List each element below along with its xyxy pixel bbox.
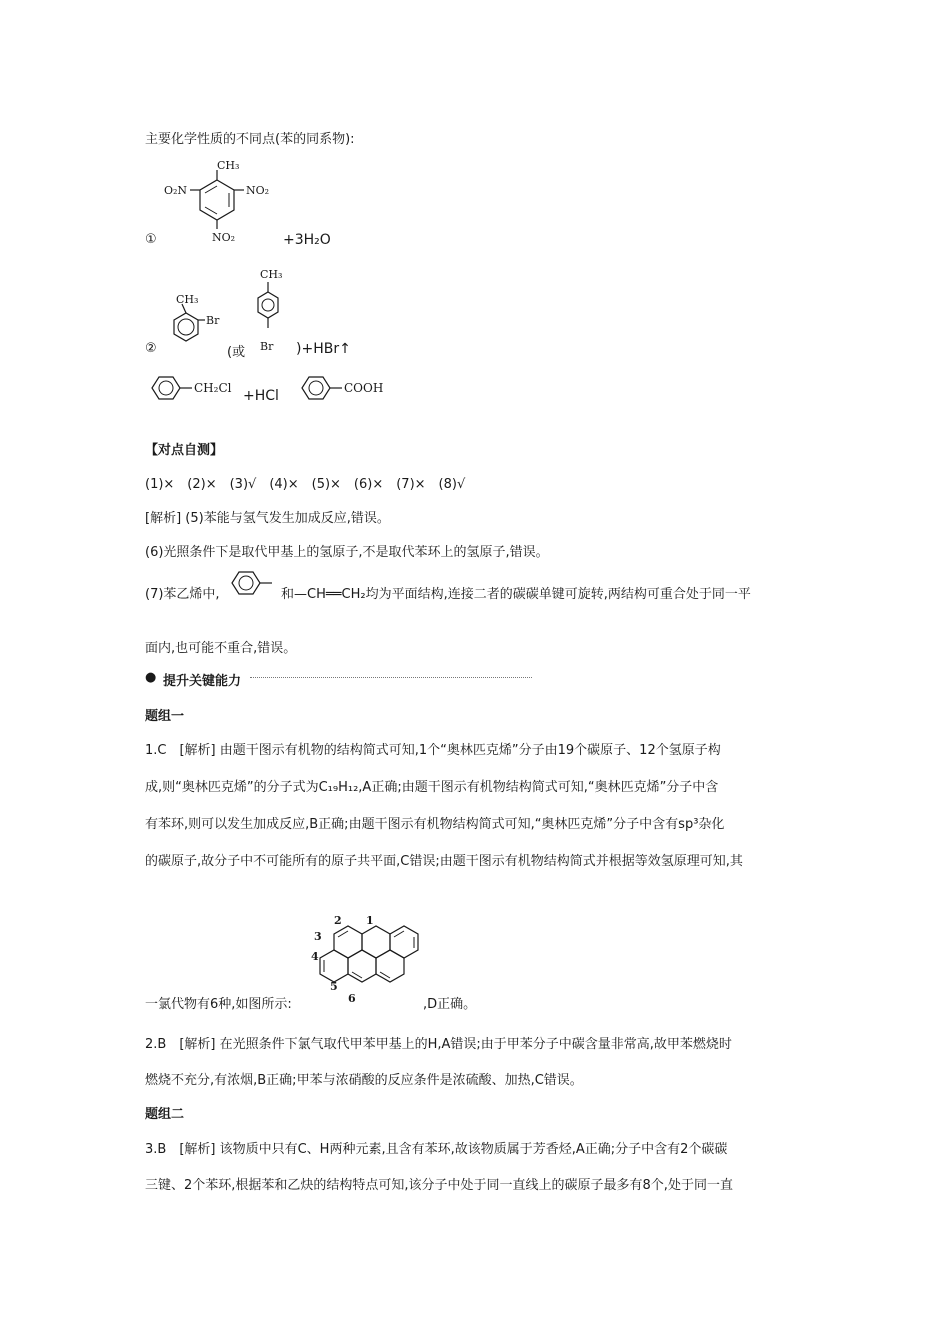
para-ch3-label: CH₃ [260,268,283,281]
position-label-5: 5 [330,980,338,993]
q2-line-1: 2.B [解析] 在光照条件下氯气取代甲苯甲基上的H,A错误;由于甲苯分子中碳含量非常高,故甲苯燃烧时 [145,1037,732,1052]
section-bullet: ● [145,670,157,685]
position-label-3: 3 [314,930,322,943]
q3-line-2: 三键、2个苯环,根据苯和乙炔的结构特点可知,该分子中处于同一直线上的碳原子最多有8个,处于同一直 [145,1178,733,1193]
q1-line-4: 的碳原子,故分子中不可能所有的原子共平面,C错误;由题干图示有机物结构简式并根据等效氢原理可知,其 [145,854,743,869]
q1-line-5-suffix: ,D正确。 [423,997,477,1012]
position-label-4: 4 [311,950,319,963]
para-bromotoluene-structure [248,262,293,357]
intro-text: 主要化学性质的不同点(苯的同系物): [145,132,355,147]
q2-line-2: 燃烧不充分,有浓烟,B正确;甲苯与浓硝酸的反应条件是浓硫酸、加热,C错误。 [145,1073,583,1088]
tnt-no2-left-label: O₂N [164,184,188,197]
selftest-analysis-7-cont: 面内,也可能不重合,错误。 [145,641,297,656]
ch2cl-label: CH₂Cl [194,381,232,395]
ortho-bromotoluene-structure [158,290,228,360]
tnt-ch3-label: CH₃ [217,159,240,172]
benzoic-acid-structure [296,370,396,406]
benzyl-chloride-structure [146,370,246,406]
selftest-analysis-5: [解析] (5)苯能与氢气发生加成反应,错误。 [145,511,390,526]
para-br-label: Br [260,340,274,353]
q1-line-3: 有苯环,则可以发生加成反应,B正确;由题干图示有机物结构简式可知,“奥林匹克烯”分子中含有sp³杂化 [145,817,725,832]
ortho-br-label: Br [206,314,220,327]
cooh-label: COOH [344,381,384,395]
ortho-ch3-label: CH₃ [176,293,199,306]
section-title: 提升关键能力 [163,674,242,689]
reaction-3-hcl: +HCl [243,388,279,404]
group-1-title: 题组一 [145,709,185,724]
position-label-1: 1 [366,914,374,927]
reaction-1-water: +3H₂O [283,232,331,248]
group-2-title: 题组二 [145,1107,185,1122]
tnt-structure [160,155,280,250]
reaction-2-hbr: )+HBr↑ [296,341,351,357]
tnt-no2-bottom-label: NO₂ [212,231,236,244]
selftest-heading: 【对点自测】 [145,443,224,458]
selftest-analysis-6: (6)光照条件下是取代甲基上的氢原子,不是取代苯环上的氢原子,错误。 [145,545,549,560]
tnt-no2-right-label: NO₂ [246,184,270,197]
position-label-6: 6 [348,992,356,1004]
q3-line-1: 3.B [解析] 该物质中只有C、H两种元素,且含有苯环,故该物质属于芳香烃,A正确;分子中含有2个碳碳 [145,1142,728,1157]
selftest-analysis-7-mid: 和—CH══CH₂均为平面结构,连接二者的碳碳单键可旋转,两结构可重合处于同一平 [281,587,751,602]
olympicene-structure [308,912,424,1004]
q1-line-5-prefix: 一氯代物有6种,如图所示: [145,997,292,1012]
reaction-1-number: ① [145,232,157,247]
q1-line-2: 成,则“奥林匹克烯”的分子式为C₁₉H₁₂,A正确;由题干图示有机物结构简式可知,“奥林匹克烯”分子中含 [145,780,719,795]
section-divider [250,677,532,678]
reaction-2-number: ② [145,341,157,356]
selftest-answers: (1)× (2)× (3)√ (4)× (5)× (6)× (7)× (8)√ [145,477,466,492]
selftest-analysis-7-prefix: (7)苯乙烯中, [145,587,220,602]
position-label-2: 2 [334,914,342,927]
q1-line-1: 1.C [解析] 由题干图示有机物的结构简式可知,1个“奥林匹克烯”分子由19个碳原子、12个氢原子构 [145,743,721,758]
reaction-2-or: (或 [227,345,246,360]
phenyl-structure [228,565,278,601]
